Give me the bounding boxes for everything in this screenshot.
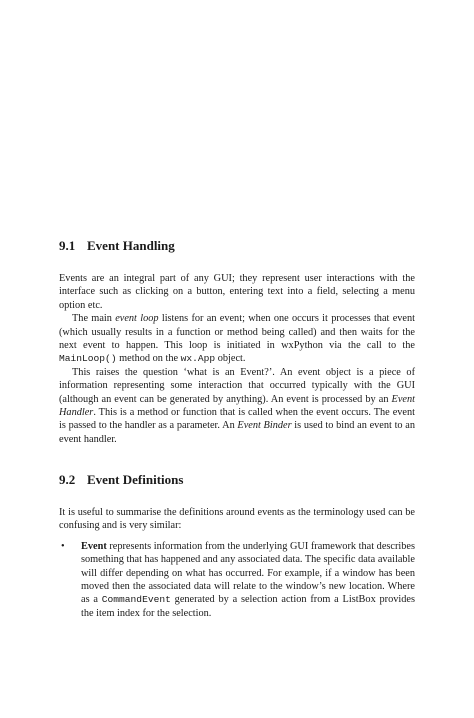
section-number: 9.2 (59, 472, 76, 487)
section-heading-9-2 (59, 472, 415, 488)
paragraph: It is useful to summarise the definitions around events as the terminology used can be confusing and is very similar: (59, 507, 415, 532)
paragraph (59, 312, 415, 366)
paragraph (59, 366, 415, 446)
text-run: is used to bind an event to an event handler. (59, 420, 415, 445)
code-text: MainLoop() (59, 353, 117, 365)
page-content (59, 0, 415, 718)
text-run: The main (72, 313, 116, 325)
section-body-9-1 (59, 272, 415, 446)
text-run: . This is a method or function that is called when the event occurs. The event is passed to the handler as a parameter. An (59, 407, 415, 432)
text-run: listens for an event; when one occurs it processes that event (which usually results in a function or method being called) and then waits for the next event to happen. This loop is initiated in wxPython via the call to the (59, 313, 415, 352)
emphasis-text: Event Handler (59, 393, 415, 419)
text-run: object. (215, 353, 246, 365)
list-item (59, 540, 415, 620)
section-title: Event Handling (87, 238, 175, 253)
paragraph: Events are an integral part of any GUI; they represent user interactions with the interface such as clicking on a button, entering text into a field, selecting a menu option etc. (59, 273, 415, 311)
text-run: method on the (116, 353, 181, 365)
emphasis-text: event loop (115, 313, 159, 325)
section-number: 9.1 (59, 238, 76, 253)
code-text: CommandEvent (101, 594, 171, 606)
code-text: wx.App (180, 353, 216, 365)
emphasis-text: Event Binder (237, 420, 292, 432)
text-run: generated by a selection action from a ListBox provides the item index for the selection. (81, 594, 415, 619)
term-text: Event (81, 540, 107, 552)
bullet-icon: • (61, 540, 65, 552)
section-body-9-2 (59, 506, 415, 620)
bullet-text (81, 540, 415, 620)
section-heading-9-1 (59, 238, 415, 254)
section-title: Event Definitions (87, 472, 184, 487)
text-run: represents information from the underlying GUI framework that describes something that has happened and any associated data. The specific data available will differ depending on what has occurred. For example, if a window has been moved then the associated data will relate to the window’s new location. Where as a (81, 540, 415, 606)
text-run: This raises the question ‘what is an Event?’. An event object is a piece of information representing some interaction that occurred typically with the GUI (although an event can be generated by anything). An event is processed by an (59, 366, 415, 405)
